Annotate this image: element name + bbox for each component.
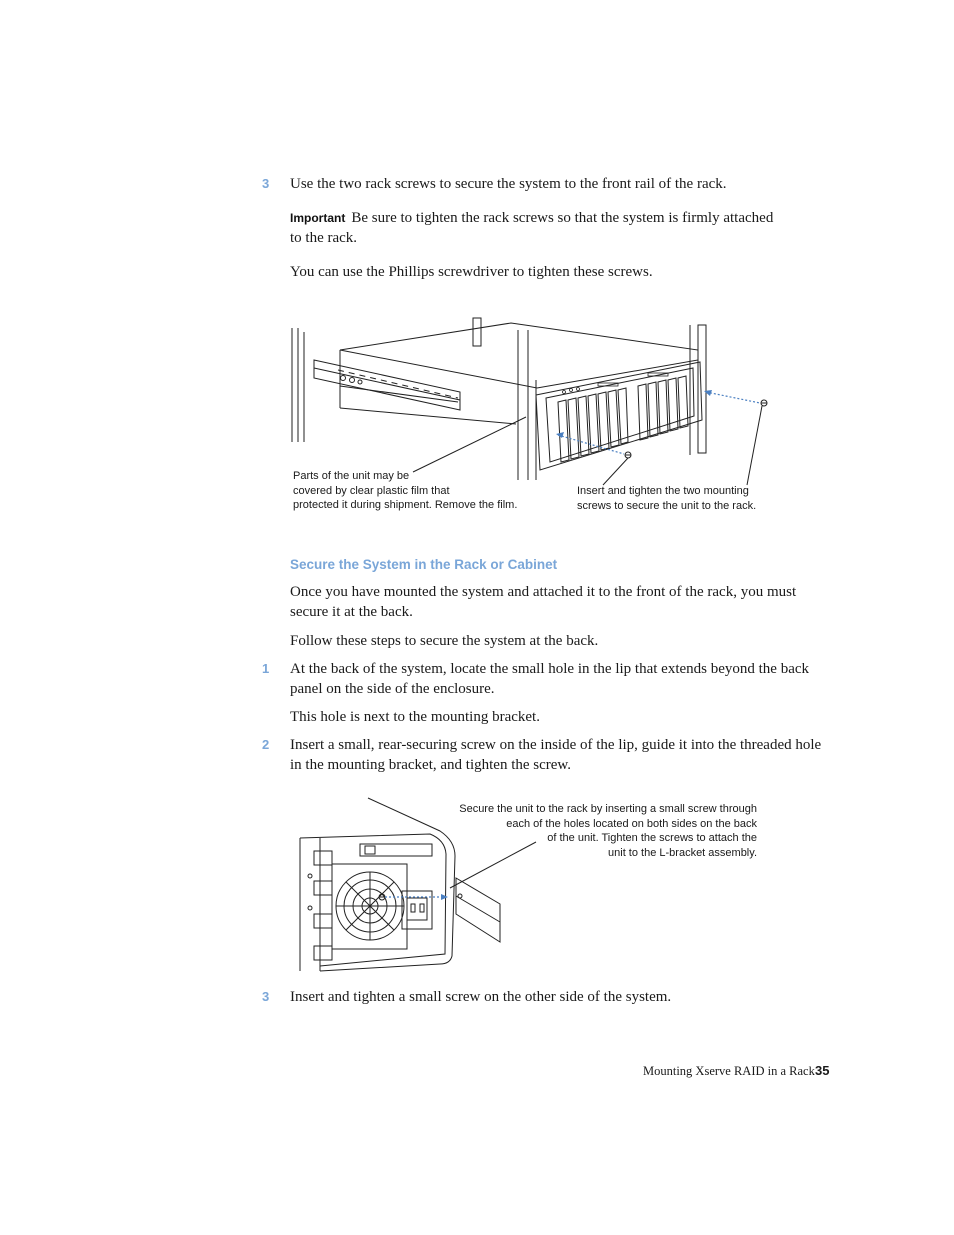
caption-line: unit to the L-bracket assembly. (608, 846, 757, 859)
important-text: Be sure to tighten the rack screws so that the system is firmly attached to the rack. (290, 210, 774, 246)
intro-paragraph: Once you have mounted the system and attached it to the front of the rack, you must secure it at the back. (290, 584, 797, 620)
caption-line: covered by clear plastic film that (293, 484, 450, 497)
step-text: Insert a small, rear-securing screw on the inside of the lip, guide it into the threaded hole in the mounting bracket, and tighten the screw. (290, 737, 822, 773)
important-note (290, 208, 785, 248)
figure2-caption (440, 802, 757, 860)
caption-line: of the unit. Tighten the screws to attach the (547, 832, 757, 844)
caption-line: protected it during shipment. Remove the film. (293, 499, 518, 511)
figure1-caption-left (293, 469, 573, 513)
step-text: Use the two rack screws to secure the system to the front rail of the rack. (290, 176, 727, 192)
page-number: 35 (815, 1063, 830, 1078)
follow-paragraph: Follow these steps to secure the system at the back. (290, 633, 599, 649)
figure-front-mount (288, 320, 778, 480)
important-label: Important (290, 211, 346, 225)
caption-line: Parts of the unit may be (293, 470, 410, 482)
caption-line: Insert and tighten the two mounting (577, 485, 749, 497)
caption-line: Secure the unit to the rack by inserting a small screw through (459, 803, 757, 815)
step-text: Insert and tighten a small screw on the other side of the system. (290, 989, 672, 1005)
section-heading: Secure the System in the Rack or Cabinet (290, 557, 558, 572)
footer-title: Mounting Xserve RAID in a Rack (643, 1064, 815, 1078)
hole-note: This hole is next to the mounting bracket. (290, 709, 540, 725)
step-text: At the back of the system, locate the small hole in the lip that extends beyond the back panel on the side of the enclosure. (290, 661, 810, 697)
figure1-caption-right (577, 484, 807, 513)
phillips-note: You can use the Phillips screwdriver to tighten these screws. (290, 264, 653, 280)
step-number: 1 (262, 661, 270, 676)
caption-line: screws to secure the unit to the rack. (577, 499, 757, 512)
rack-front-illustration (288, 320, 778, 480)
step-number: 3 (262, 176, 270, 191)
step-number: 2 (262, 737, 270, 752)
step-number: 3 (262, 989, 270, 1004)
caption-line: each of the holes located on both sides on the back (506, 817, 757, 830)
